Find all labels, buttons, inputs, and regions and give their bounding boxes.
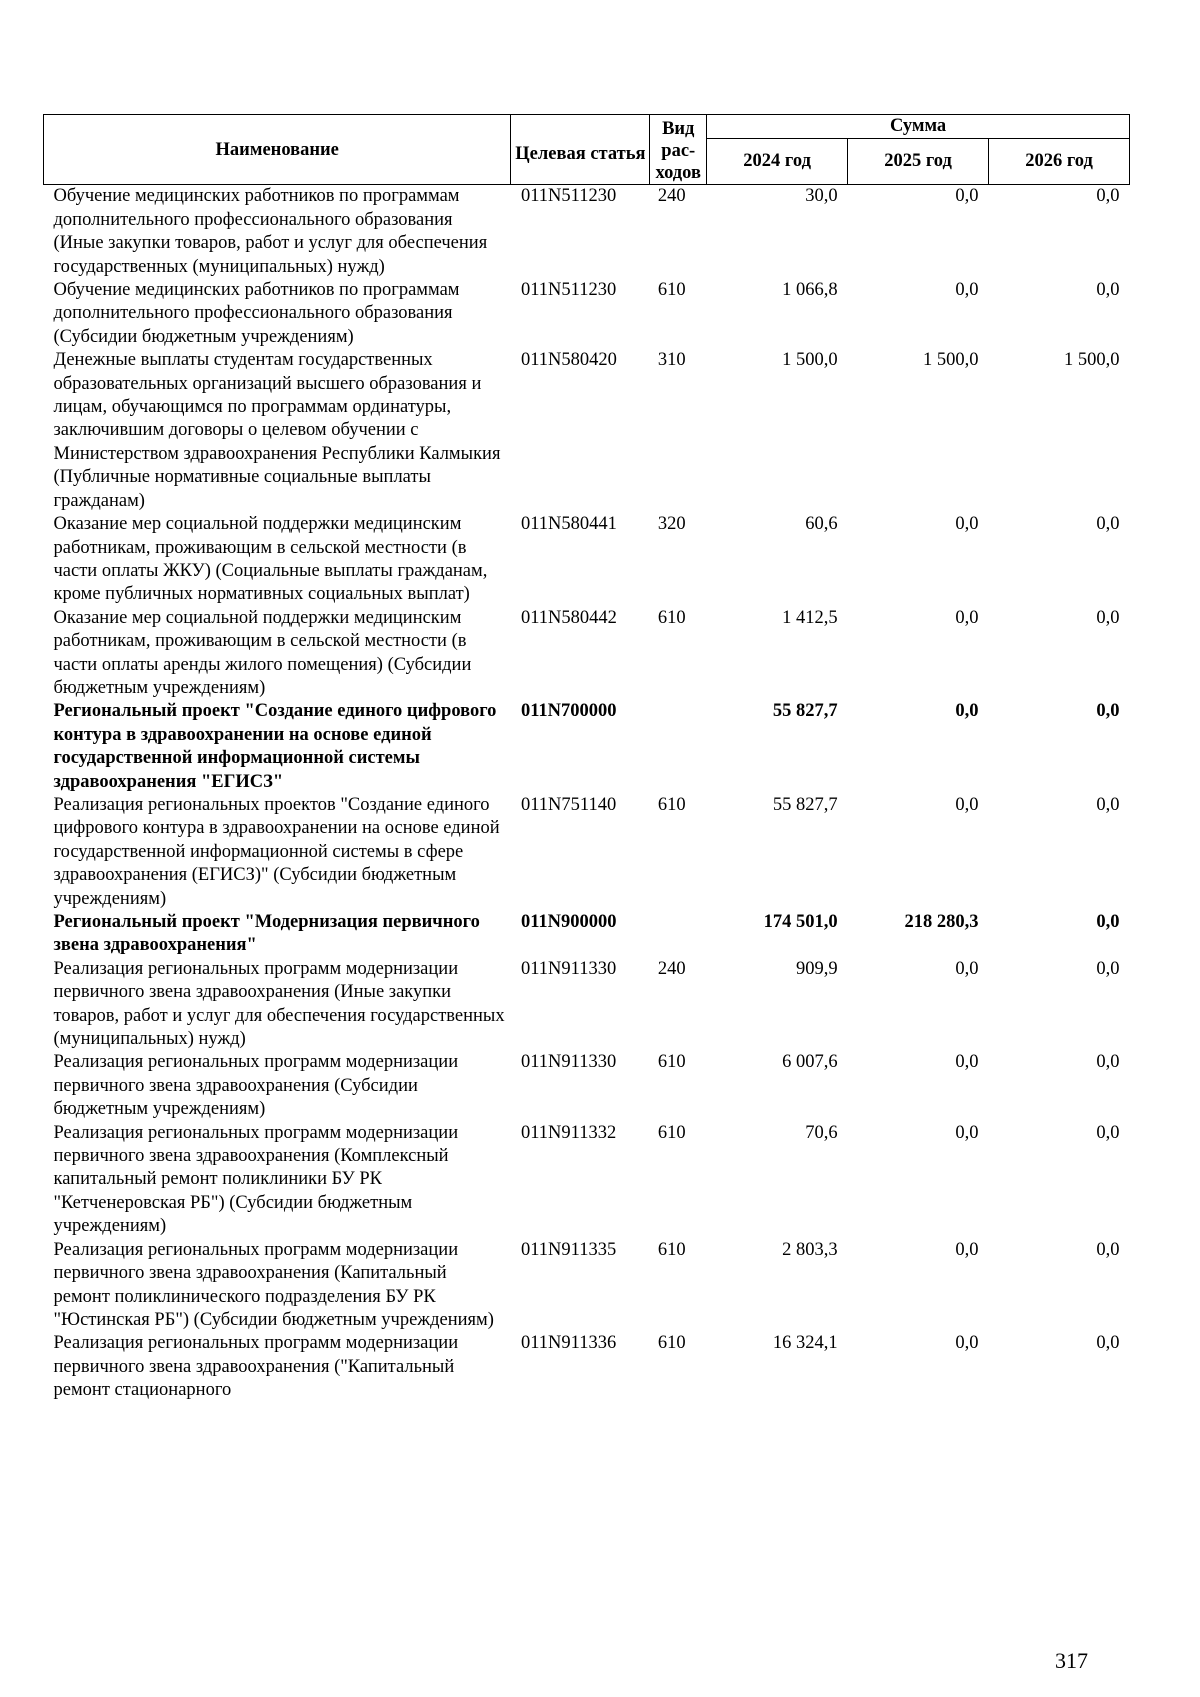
cell-name: Реализация региональных программ модернизации первичного звена здравоохранения ("Капитальный ремонт стационарного [53, 1333, 459, 1401]
cell-sum-2024: 1 066,8 [782, 280, 838, 301]
cell-sum-2026: 0,0 [1096, 1052, 1120, 1073]
cell-expense-type: 610 [657, 1052, 686, 1073]
cell-sum-2025: 0,0 [955, 280, 979, 301]
page-number: 317 [1055, 1648, 1088, 1673]
cell-name: Реализация региональных программ модернизации первичного звена здравоохранения (Субсидии бюджетным учреждениям) [53, 1052, 459, 1120]
cell-name: Денежные выплаты студентам государственных образовательных организаций высшего образования и лицам, обучающимся по программам ординатуры, заключившим договоры о целевом обучении с Министерством здравоохранения Республики Калмыкия (Публичные нормативные социальные выплаты гражданам) [53, 350, 501, 511]
cell-sum-2025: 0,0 [955, 186, 979, 207]
cell-sum-2024: 16 324,1 [772, 1333, 838, 1354]
cell-sum-2024: 1 412,5 [782, 607, 838, 628]
cell-sum-2026: 0,0 [1096, 1239, 1120, 1260]
cell-sum-2025: 218 280,3 [904, 912, 979, 932]
header-name: Наименование [44, 115, 511, 185]
table-row [44, 513, 1130, 607]
cell-expense-type [650, 700, 707, 794]
cell-sum-2024: 60,6 [805, 514, 838, 535]
cell-target-article: 011N911332 [520, 1122, 617, 1143]
cell-sum-2024: 174 501,0 [763, 912, 838, 932]
cell-target-article: 011N751140 [520, 794, 617, 815]
table-row [44, 958, 1130, 1052]
cell-sum-2025: 0,0 [955, 607, 979, 628]
table-row [44, 700, 1130, 794]
table-row [44, 1051, 1130, 1121]
cell-name: Реализация региональных программ модернизации первичного звена здравоохранения (Капитальный ремонт поликлинического подразделения БУ РК "Юстинская РБ") (Субсидии бюджетным учреждениям) [53, 1239, 494, 1330]
cell-target-article: 011N700000 [520, 701, 617, 722]
cell-expense-type: 610 [657, 607, 686, 628]
cell-expense-type [650, 911, 707, 958]
cell-target-article: 011N580420 [520, 350, 617, 371]
cell-name: Региональный проект "Модернизация первичного звена здравоохранения" [53, 912, 480, 956]
cell-sum-2024: 55 827,7 [772, 701, 838, 722]
cell-sum-2026: 0,0 [1096, 912, 1120, 932]
header-year-2026: 2026 год [989, 139, 1130, 185]
cell-sum-2025: 0,0 [955, 794, 979, 815]
cell-sum-2026: 0,0 [1096, 280, 1120, 301]
cell-expense-type: 610 [657, 280, 686, 301]
table-header [44, 115, 1130, 185]
table-row [44, 1332, 1130, 1402]
table-row [44, 1122, 1130, 1239]
cell-sum-2026: 0,0 [1096, 1122, 1120, 1143]
cell-name: Обучение медицинских работников по программам дополнительного профессионального образования (Субсидии бюджетным учреждениям) [53, 280, 460, 347]
table-row [44, 794, 1130, 911]
cell-sum-2024: 30,0 [805, 186, 838, 207]
header-year-2024: 2024 год [707, 139, 848, 185]
cell-sum-2025: 0,0 [955, 514, 979, 535]
cell-target-article: 011N911330 [520, 958, 617, 979]
header-expense-type: Вид рас-ходов [650, 115, 707, 185]
cell-expense-type: 240 [657, 958, 686, 979]
cell-sum-2025: 0,0 [955, 701, 979, 722]
cell-name: Оказание мер социальной поддержки медицинским работникам, проживающим в сельской местности (в части оплаты аренды жилого помещения) (Субсидии бюджетным учреждениям) [53, 607, 472, 698]
cell-sum-2024: 6 007,6 [782, 1052, 838, 1073]
cell-target-article: 011N911330 [520, 1052, 617, 1073]
cell-sum-2026: 0,0 [1096, 514, 1120, 535]
cell-sum-2025: 0,0 [955, 1333, 979, 1354]
cell-expense-type: 610 [657, 1333, 686, 1354]
cell-target-article: 011N911336 [520, 1333, 617, 1354]
cell-sum-2024: 1 500,0 [782, 350, 838, 371]
cell-target-article: 011N900000 [520, 912, 617, 932]
cell-sum-2025: 0,0 [955, 958, 979, 979]
table-row [44, 1239, 1130, 1333]
cell-sum-2024: 55 827,7 [772, 794, 838, 815]
cell-sum-2024: 70,6 [805, 1122, 838, 1143]
cell-sum-2024: 909,9 [795, 958, 838, 979]
header-year-2025: 2025 год [848, 139, 989, 185]
cell-name: Региональный проект "Создание единого цифрового контура в здравоохранении на основе единой государственной информационной системы здравоохранения "ЕГИСЗ" [53, 701, 497, 792]
cell-name: Обучение медицинских работников по программам дополнительного профессионального образования (Иные закупки товаров, работ и услуг для обеспечения государственных (муниципальных) нужд) [53, 186, 488, 277]
table-row [44, 911, 1130, 958]
table-row [44, 279, 1130, 349]
cell-sum-2026: 0,0 [1096, 607, 1120, 628]
cell-target-article: 011N511230 [520, 280, 617, 301]
cell-name: Оказание мер социальной поддержки медицинским работникам, проживающим в сельской местности (в части оплаты ЖКУ) (Социальные выплаты гражданам, кроме публичных нормативных социальных выплат) [53, 514, 488, 605]
cell-sum-2024: 2 803,3 [782, 1239, 838, 1260]
cell-name: Реализация региональных программ модернизации первичного звена здравоохранения (Комплексный капитальный ремонт поликлиники БУ РК "Кетченеровская РБ") (Субсидии бюджетным учреждениям) [53, 1122, 459, 1237]
cell-sum-2025: 0,0 [955, 1052, 979, 1073]
cell-expense-type: 240 [657, 186, 686, 207]
table-row [44, 185, 1130, 279]
table-row [44, 349, 1130, 513]
cell-sum-2025: 1 500,0 [923, 350, 979, 371]
cell-target-article: 011N911335 [520, 1239, 617, 1260]
cell-target-article: 011N580442 [520, 607, 617, 628]
cell-target-article: 011N511230 [520, 186, 617, 207]
cell-expense-type: 610 [657, 1239, 686, 1260]
cell-sum-2025: 0,0 [955, 1239, 979, 1260]
cell-sum-2026: 0,0 [1096, 186, 1120, 207]
header-target-article: Целевая статья [511, 115, 650, 185]
cell-expense-type: 610 [657, 1122, 686, 1143]
cell-name: Реализация региональных проектов "Создание единого цифрового контура в здравоохранении на основе единой государственной информационной системы в сфере здравоохранения (ЕГИСЗ)" (Субсидии бюджетным учреждениям) [53, 794, 500, 909]
cell-name: Реализация региональных программ модернизации первичного звена здравоохранения (Иные закупки товаров, работ и услуг для обеспечения государственных (муниципальных) нужд) [53, 958, 505, 1050]
cell-expense-type: 310 [657, 350, 686, 371]
cell-sum-2026: 0,0 [1096, 701, 1120, 722]
cell-expense-type: 320 [657, 514, 686, 535]
cell-sum-2026: 0,0 [1096, 794, 1120, 815]
cell-sum-2025: 0,0 [955, 1122, 979, 1143]
cell-sum-2026: 1 500,0 [1064, 350, 1120, 371]
table-body [44, 185, 1130, 1403]
cell-sum-2026: 0,0 [1096, 1333, 1120, 1354]
cell-sum-2026: 0,0 [1096, 958, 1120, 979]
budget-table [43, 114, 1130, 1403]
cell-expense-type: 610 [657, 794, 686, 815]
header-sum: Сумма [707, 115, 1130, 139]
table-row [44, 607, 1130, 701]
cell-target-article: 011N580441 [520, 514, 617, 535]
